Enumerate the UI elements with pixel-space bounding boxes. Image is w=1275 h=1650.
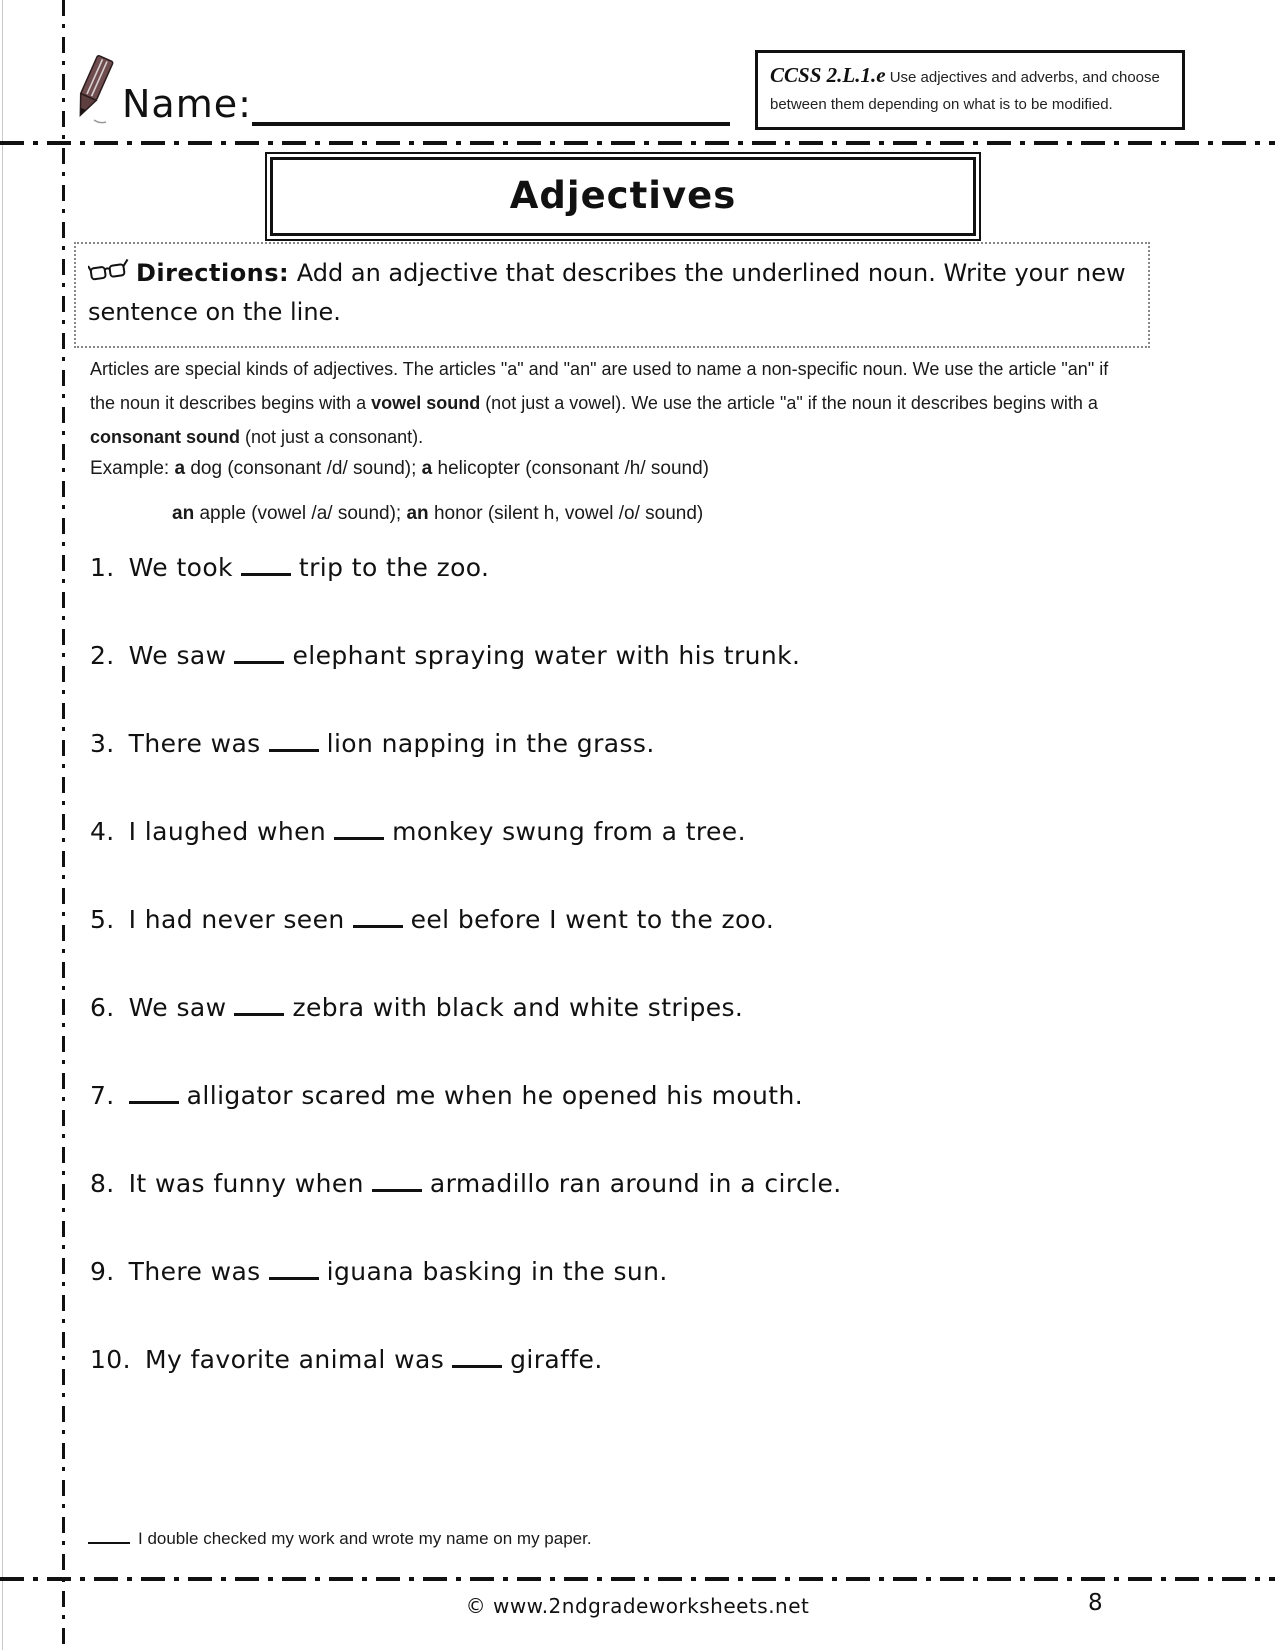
question-text: eel before I went to the zoo.	[410, 905, 775, 934]
example-text: apple (vowel /a/ sound);	[194, 503, 407, 524]
answer-blank[interactable]	[372, 1164, 422, 1192]
question-text: We saw	[128, 993, 227, 1022]
question-text: lion napping in the grass.	[326, 729, 655, 758]
question-text: giraffe.	[510, 1345, 603, 1374]
question-number: 4.	[90, 817, 115, 846]
question-number: 1.	[90, 553, 115, 582]
question-text: elephant spraying water with his trunk.	[292, 641, 801, 670]
question-number: 2.	[90, 641, 115, 670]
answer-blank[interactable]	[269, 1252, 319, 1280]
copyright-text: © www.2ndgradeworksheets.net	[465, 1594, 810, 1618]
example-text: honor (silent h, vowel /o/ sound)	[428, 503, 704, 524]
question-3	[90, 724, 1170, 812]
articles-explanation	[90, 352, 1122, 454]
question-number: 8.	[90, 1169, 115, 1198]
question-5	[90, 900, 1170, 988]
name-label: Name:	[122, 82, 252, 126]
glasses-icon	[88, 257, 132, 284]
ccss-standard-box	[755, 50, 1185, 130]
vowel-sound-term: vowel sound	[371, 393, 481, 413]
name-row	[70, 50, 730, 126]
question-10	[90, 1340, 1170, 1428]
question-text: There was	[128, 1257, 261, 1286]
answer-blank[interactable]	[452, 1340, 502, 1368]
question-text: My favorite animal was	[144, 1345, 445, 1374]
directions-text: Add an adjective that describes the underlined noun. Write your new sentence on the line.	[88, 259, 1126, 326]
worksheet-title: Adjectives	[270, 157, 976, 236]
question-7	[90, 1076, 1170, 1164]
pencil-icon	[70, 50, 116, 126]
question-text: There was	[128, 729, 261, 758]
question-number: 5.	[90, 905, 115, 934]
question-6	[90, 988, 1170, 1076]
answer-blank[interactable]	[234, 988, 284, 1016]
question-4	[90, 812, 1170, 900]
question-text: I laughed when	[128, 817, 327, 846]
page-number: 8	[1088, 1590, 1103, 1616]
fold-guide-vertical-line	[62, 0, 65, 1650]
question-9	[90, 1252, 1170, 1340]
name-write-line[interactable]	[252, 78, 730, 126]
question-number: 6.	[90, 993, 115, 1022]
articles-text: (not just a consonant).	[240, 427, 424, 447]
answer-blank[interactable]	[129, 1076, 179, 1104]
question-number: 9.	[90, 1257, 115, 1286]
answer-blank[interactable]	[353, 900, 403, 928]
self-check-text: I double checked my work and wrote my name on my paper.	[138, 1529, 592, 1548]
question-number: 10.	[90, 1345, 131, 1374]
ccss-code: CCSS 2.L.1.e	[770, 63, 886, 87]
question-1	[90, 548, 1170, 636]
ccss-description: Use adjectives and adverbs, and choose between them depending on what is to be modified.	[770, 69, 1160, 113]
question-text: monkey swung from a tree.	[392, 817, 746, 846]
question-text: zebra with black and white stripes.	[292, 993, 744, 1022]
question-text: I had never seen	[128, 905, 345, 934]
answer-blank[interactable]	[269, 724, 319, 752]
directions-label: Directions:	[136, 259, 290, 287]
question-text: It was funny when	[128, 1169, 364, 1198]
answer-blank[interactable]	[241, 548, 291, 576]
answer-blank[interactable]	[234, 636, 284, 664]
article-an: an	[172, 503, 195, 524]
example-line-1	[90, 458, 709, 480]
cut-guide-top-line	[0, 141, 1275, 145]
question-2	[90, 636, 1170, 724]
article-a: a	[174, 458, 186, 479]
self-check-row	[88, 1528, 592, 1549]
answer-blank[interactable]	[334, 812, 384, 840]
question-text: iguana basking in the sun.	[326, 1257, 668, 1286]
question-text: armadillo ran around in a circle.	[429, 1169, 842, 1198]
question-text: We saw	[128, 641, 227, 670]
worksheet-title-box	[265, 152, 981, 241]
example-text: helicopter (consonant /h/ sound)	[432, 458, 709, 479]
question-number: 7.	[90, 1081, 115, 1110]
articles-text: Articles are special kinds of adjectives. The articles "a" and "an" are used to name a non-specific noun. We use the article "an" if the noun it describes begins with a	[90, 359, 1109, 413]
example-text: dog (consonant /d/ sound);	[185, 458, 422, 479]
cut-guide-bottom-line	[0, 1577, 1275, 1581]
example-line-2	[172, 503, 703, 525]
consonant-sound-term: consonant sound	[90, 427, 240, 447]
page-edge-line	[2, 0, 3, 1650]
example-label: Example:	[90, 458, 175, 479]
question-text: We took	[128, 553, 233, 582]
question-text: trip to the zoo.	[298, 553, 490, 582]
question-text: alligator scared me when he opened his mouth.	[186, 1081, 804, 1110]
article-an: an	[406, 503, 429, 524]
question-list	[90, 548, 1170, 1428]
directions-box	[74, 242, 1150, 348]
articles-text: (not just a vowel). We use the article "a" if the noun it describes begins with a	[480, 393, 1098, 413]
self-check-blank[interactable]	[88, 1528, 130, 1544]
question-number: 3.	[90, 729, 115, 758]
article-a: a	[421, 458, 433, 479]
question-8	[90, 1164, 1170, 1252]
